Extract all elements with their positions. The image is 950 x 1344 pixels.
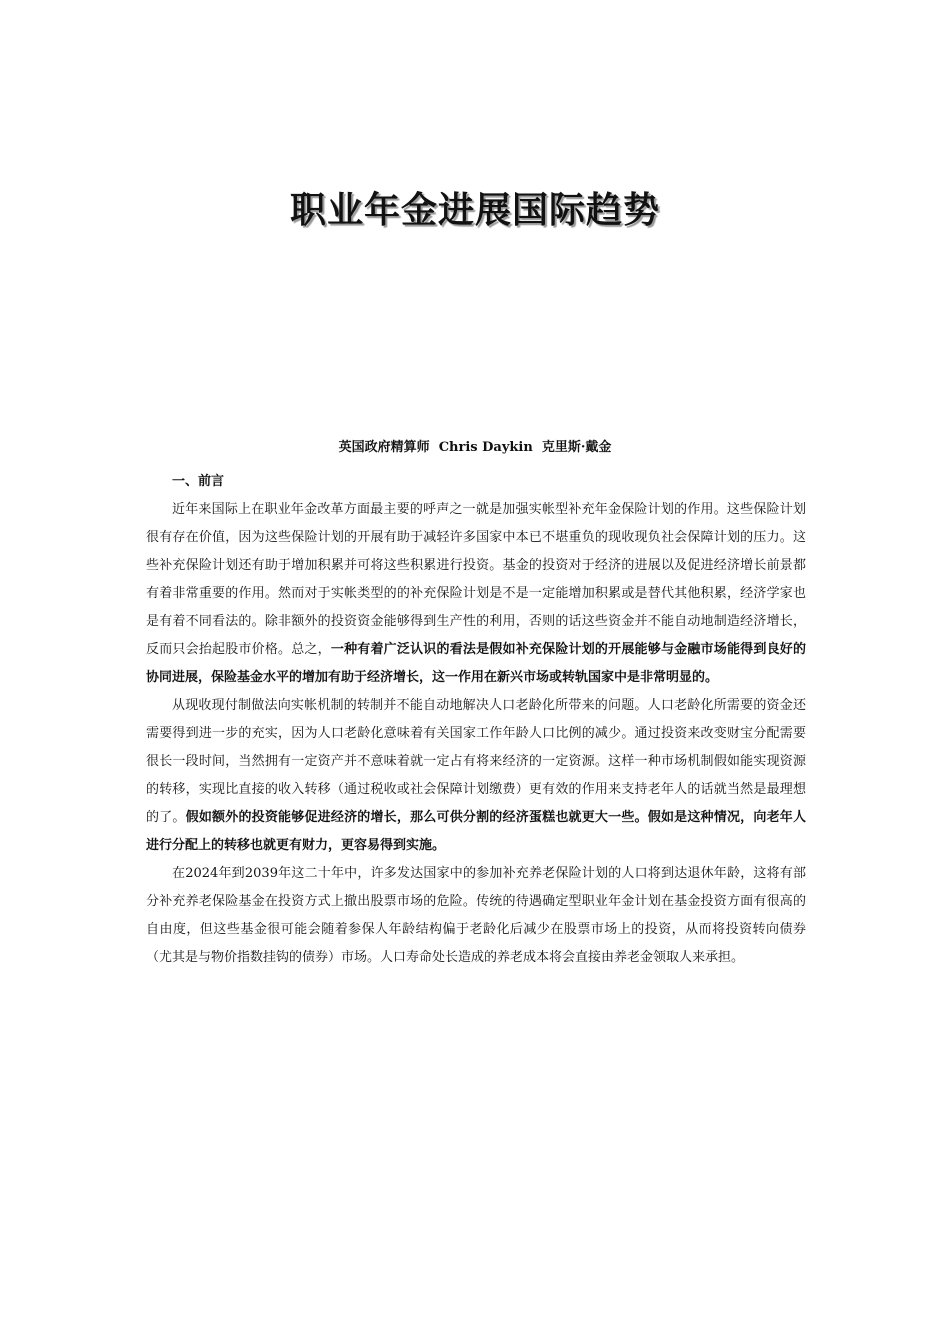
- author-line: 英国政府精算师 Chris Daykin 克里斯·戴金: [338, 440, 612, 455]
- section-heading: 一、前言: [172, 474, 225, 489]
- paragraph-bold-text: 假如额外的投资能够促进经济的增长，那么可供分割的经济蛋糕也就更大一些。假如是这种情况，向老年人进行分配上的转移也就更有财力，更容易得到实施。: [146, 810, 806, 853]
- paragraph-text: 近年来国际上在职业年金改革方面最主要的呼声之一就是加强实帐型补充年金保险计划的作用。这些保险计划很有存在价值，因为这些保险计划的开展有助于减轻许多国家中本已不堪重负的现收现负社会保障计划的压力。这些补充保险计划还有助于增加积累并可将这些积累进行投资。基金的投资对于经济的进展以及促进经济增长前景都有着非常重要的作用。然而对于实帐类型的的补充保险计划是不是一定能增加积累或是替代其他积累，经济学家也是有着不同看法的。除非额外的投资资金能够得到生产性的利用，否则的话这些资金并不能自动地制造经济增长，反而只会抬起股市价格。总之，: [146, 502, 806, 657]
- document-body: [146, 468, 806, 972]
- paragraph-text: 在2024年到2039年这二十年中，许多发达国家中的参加补充养老保险计划的人口将到达退休年龄，这将有部分补充养老保险基金在投资方式上撤出股票市场的危险。传统的待遇确定型职业年金计划在基金投资方面有很高的自由度，但这些基金很可能会随着参保人年龄结构偏于老龄化后减少在股票市场上的投资，从而将投资转向债券（尤其是与物价指数挂钩的债券）市场。人口寿命处长造成的养老成本将会直接由养老金领取人来承担。: [146, 866, 806, 965]
- paragraph-2: [146, 692, 806, 860]
- paragraph-1: [146, 496, 806, 692]
- paragraph-3: [146, 860, 806, 972]
- document-title: 职业年金进展国际趋势: [289, 190, 660, 231]
- paragraph-bold-text: 一种有着广泛认识的看法是假如补充保险计划的开展能够与金融市场能得到良好的协同进展，保险基金水平的增加有助于经济增长，这一作用在新兴市场或转轨国家中是非常明显的。: [146, 642, 806, 685]
- paragraph-text: 从现收现付制做法向实帐机制的转制并不能自动地解决人口老龄化所带来的问题。人口老龄化所需要的资金还需要得到进一步的充实，因为人口老龄化意味着有关国家工作年龄人口比例的减少。通过投资来改变财宝分配需要很长一段时间，当然拥有一定资产并不意味着就一定占有将来经济的一定资源。这样一种市场机制假如能实现资源的转移，实现比直接的收入转移（通过税收或社会保障计划缴费）更有效的作用来支持老年人的话就当然是最理想的了。: [146, 698, 806, 825]
